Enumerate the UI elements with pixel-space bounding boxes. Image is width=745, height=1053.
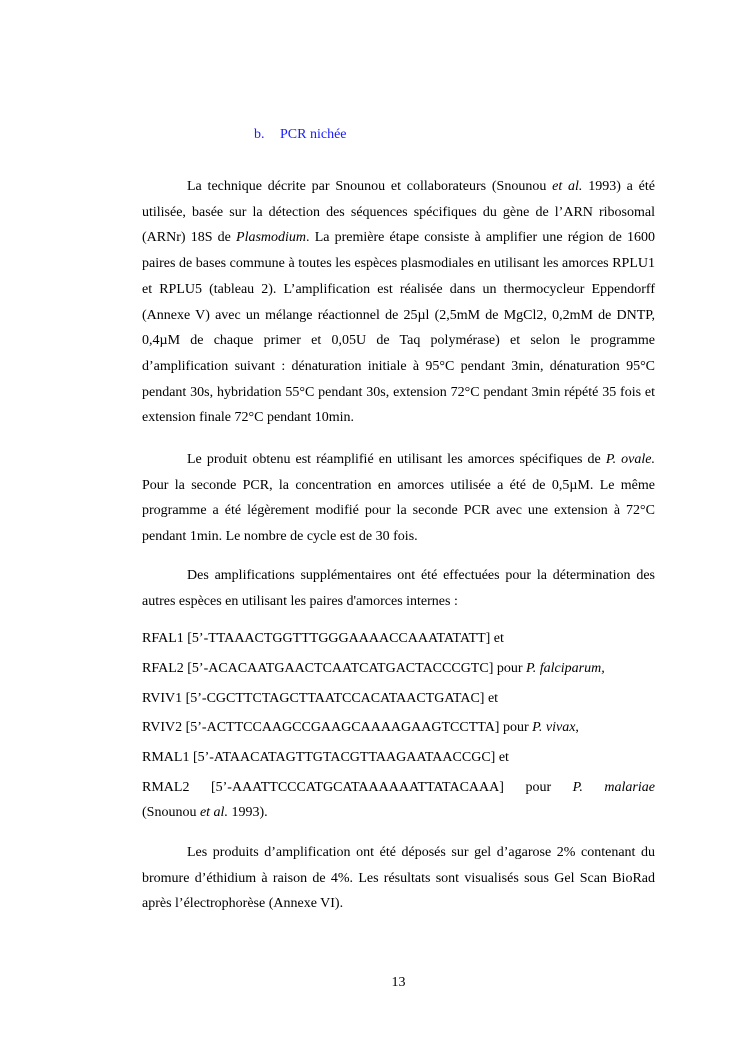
page-number: 13 <box>391 975 406 990</box>
primer-citation: (Snounou et al. 1993). <box>142 805 268 820</box>
primer-rviv1: RVIV1 [5’-CGCTTCTAGCTTAATCCACATAACTGATAC] et <box>142 691 499 706</box>
paragraph-reamplification: Le produit obtenu est réamplifié en utilisant les amorces spécifiques de P. ovale. Pour la seconde PCR, la concentration en amorces utilisée a été de 0,5µM. Le même programme a été légèrement modifié pour la seconde PCR avec une extension à 72°C pendant 1min. Le nombre de cycle est de 30 fois. <box>142 452 655 545</box>
primer-rmal1: RMAL1 [5’-ATAACATAGTTGTACGTTAAGAATAACCGC] et <box>142 750 509 765</box>
section-heading <box>254 126 347 144</box>
paragraph-gel-results: Les produits d’amplification ont été déposés sur gel d’agarose 2% contenant du bromure d’éthidium à raison de 4%. Les résultats sont visualisés sous Gel Scan BioRad après l’électrophorèse (Annexe VI). <box>142 845 655 912</box>
primer-rfal2: RFAL2 [5’-ACACAATGAACTCAATCATGACTACCCGTC] pour P. falciparum, <box>142 661 605 676</box>
paragraph-technique: La technique décrite par Snounou et collaborateurs (Snounou et al. 1993) a été utilisée, basée sur la détection des séquences spécifiques du gène de l’ARN ribosomal (ARNr) 18S de Plasmodium. La première étape consiste à amplifier une région de 1600 paires de bases commune à toutes les espèces plasmodiales en utilisant les amorces RPLU1 et RPLU5 (tableau 2). L’amplification est réalisée dans un thermocycleur Eppendorff (Annexe V) avec un mélange réactionnel de 25µl (2,5mM de MgCl2, 0,2mM de DNTP, 0,4µM de chaque primer et 0,05U de Taq polymérase) et selon le programme d’amplification suivant : dénaturation initiale à 95°C pendant 3min, dénaturation 95°C pendant 30s, hybridation 55°C pendant 30s, extension 72°C pendant 3min répété 35 fois et extension finale 72°C pendant 10min. <box>142 179 655 426</box>
section-title: PCR nichée <box>280 127 347 142</box>
primer-rmal2: RMAL2 [5’-AAATTCCCATGCATAAAAAATTATACAAA] pour P. malariae <box>142 780 655 795</box>
section-number: b. <box>254 127 265 142</box>
paragraph-additional-amplifications: Des amplifications supplémentaires ont été effectuées pour la détermination des autres espèces en utilisant les paires d'amorces internes : <box>142 568 655 609</box>
primer-rfal1: RFAL1 [5’-TTAAACTGGTTTGGGAAAACCAAATATATT] et <box>142 631 504 646</box>
primer-rviv2: RVIV2 [5’-ACTTCCAAGCCGAAGCAAAAGAAGTCCTTA] pour P. vivax, <box>142 720 579 735</box>
